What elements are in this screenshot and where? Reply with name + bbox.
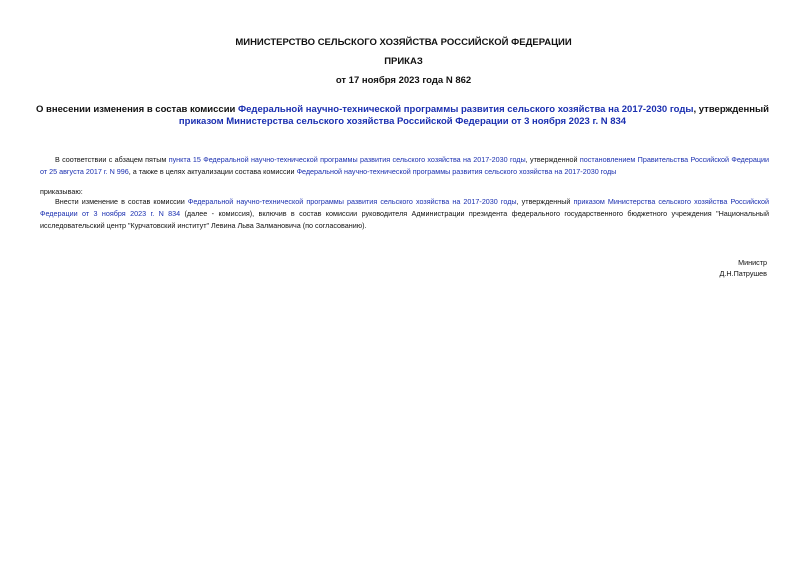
para2-text-2: , утвержденный: [516, 197, 574, 206]
para1-text-3: , а также в целях актуализации состава комиссии: [128, 167, 297, 176]
signatory-title: Министр: [738, 258, 767, 267]
para1-text-1: В соответствии с абзацем пятым: [55, 155, 169, 164]
para1-text-2: , утвержденной: [525, 155, 580, 164]
order-834-link-2[interactable]: приказом Министерства сельского хозяйства Российской Федерации от 3 ноября 2023 г. N 834: [40, 197, 769, 218]
program-item-15-link[interactable]: пункта 15 Федеральной научно-технической программы развития сельского хозяйства на 2017-2030 годы: [168, 155, 526, 164]
program-link-3[interactable]: Федеральной научно-технической программы развития сельского хозяйства на 2017-2030 годы: [187, 197, 517, 206]
order-type-heading: ПРИКАЗ: [384, 56, 423, 67]
program-link[interactable]: Федеральной научно-технической программы развития сельского хозяйства на 2017-2030 годы: [238, 104, 694, 115]
title-text-1: О внесении изменения в состав комиссии: [36, 104, 239, 115]
order-paragraph: [40, 196, 769, 232]
order-834-link[interactable]: приказом Министерства сельского хозяйства Российской Федерации от 3 ноября 2023 г. N 834: [178, 116, 627, 127]
orders-word: приказываю:: [40, 187, 83, 196]
order-date: от 17 ноября 2023 года N 862: [335, 75, 472, 86]
para2-text-1: Внести изменение в состав комиссии: [55, 197, 188, 206]
preamble-paragraph: [40, 154, 769, 178]
signatory-name: Д.Н.Патрушев: [719, 269, 767, 278]
government-decree-link[interactable]: постановлением Правительства Российской Федерации от 25 августа 2017 г. N 996: [40, 155, 769, 176]
document-title: [36, 104, 769, 128]
title-text-2: , утвержденный: [693, 104, 769, 115]
para2-text-3: (далее - комиссия), включив в состав комиссии руководителя Администрации президента федерального государственного бюджетного учреждения "Национальный исследовательский центр "Курчатовский институт" Левина Льва Залмановича (по согласованию).: [40, 209, 769, 230]
ministry-heading: МИНИСТЕРСТВО СЕЛЬСКОГО ХОЗЯЙСТВА РОССИЙСКОЙ ФЕДЕРАЦИИ: [235, 37, 572, 48]
program-link-2[interactable]: Федеральной научно-технической программы развития сельского хозяйства на 2017-2030 годы: [296, 167, 617, 176]
